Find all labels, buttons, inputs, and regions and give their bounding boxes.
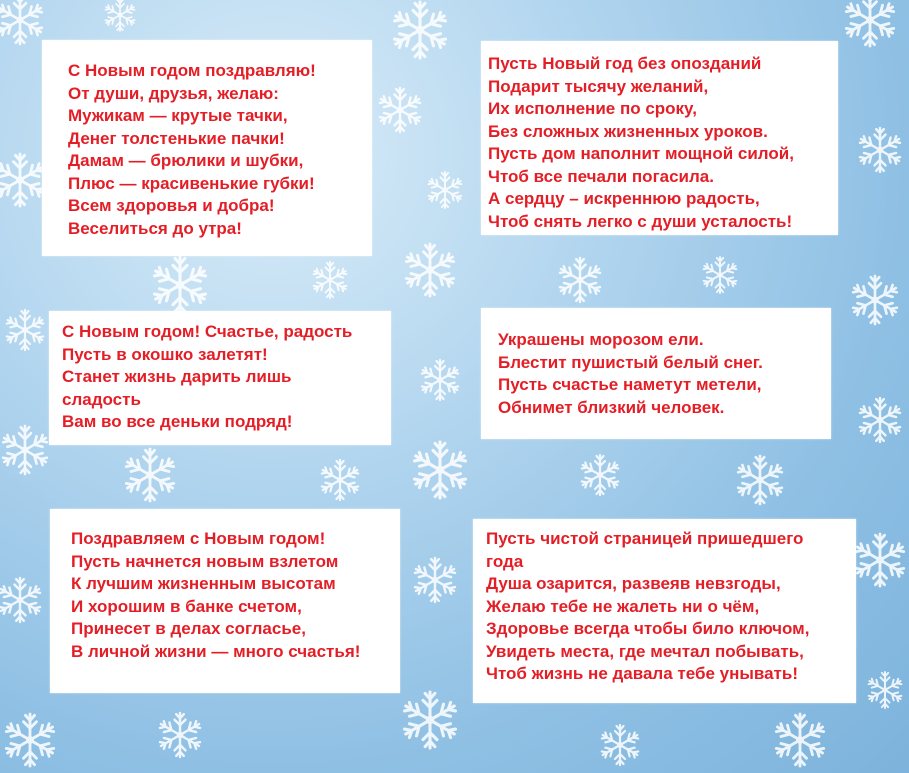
poem-line: сладость bbox=[62, 389, 141, 409]
poem-line: Увидеть места, где мечтал побывать, bbox=[486, 641, 804, 661]
poem-5 bbox=[50, 509, 400, 663]
poem-line: Здоровье всегда чтобы било ключом, bbox=[486, 619, 810, 638]
poem-line: От души, друзья, желаю: bbox=[68, 83, 279, 103]
poem-line: К лучшим жизненным высотам bbox=[71, 574, 336, 593]
poem-line: А сердцу – искреннюю радость, bbox=[488, 189, 760, 208]
poem-line: Подарит тысячу желаний, bbox=[488, 76, 709, 96]
poem-line: В личной жизни — много счастья! bbox=[71, 641, 361, 661]
poem-card-4 bbox=[481, 308, 831, 439]
poem-card-3 bbox=[49, 311, 391, 445]
poem-card-2 bbox=[481, 41, 838, 235]
poem-line: года bbox=[486, 551, 524, 571]
poem-line: Душа озарится, развеяв невзгоды, bbox=[486, 574, 781, 593]
poem-line: Пусть Новый год без опозданий bbox=[488, 54, 762, 73]
poem-line: Чтоб жизнь не давала тебе унывать! bbox=[486, 664, 798, 683]
poem-line: Пусть дом наполнит мощной силой, bbox=[488, 144, 794, 163]
poem-line: Пусть чистой страницей пришедшего bbox=[486, 529, 804, 548]
poem-line: Пусть счастье наметут метели, bbox=[498, 375, 762, 394]
poem-2 bbox=[481, 41, 838, 233]
poem-line: Чтоб все печали погасила. bbox=[488, 166, 714, 186]
poem-line: Желаю тебе не жалеть ни о чём, bbox=[486, 596, 760, 616]
poem-card-5 bbox=[50, 509, 400, 693]
poem-line: Всем здоровья и добра! bbox=[68, 196, 275, 215]
poem-line: Украшены морозом ели. bbox=[498, 330, 704, 349]
poem-line: Обнимет близкий человек. bbox=[498, 397, 725, 417]
poem-line: Чтоб снять легко с души усталость! bbox=[488, 211, 793, 231]
poem-line: И хорошим в банке счетом, bbox=[71, 596, 302, 616]
poem-line: С Новым годом! Счастье, радость bbox=[62, 322, 353, 341]
poem-line: Поздравляем с Новым годом! bbox=[71, 529, 326, 548]
poem-line: Вам во все деньки подряд! bbox=[62, 412, 293, 431]
poem-card-1 bbox=[42, 40, 372, 256]
poem-line: Принесет в делах согласье, bbox=[71, 619, 306, 638]
poem-line: Денег толстенькие пачки! bbox=[68, 128, 285, 148]
poem-line: Без сложных жизненных уроков. bbox=[488, 121, 768, 141]
poem-line: Плюс — красивенькие губки! bbox=[68, 173, 315, 193]
poem-4 bbox=[481, 308, 831, 419]
poem-card-6 bbox=[473, 519, 856, 703]
poem-6 bbox=[473, 519, 856, 686]
poem-line: Дамам — брюлики и шубки, bbox=[68, 151, 304, 170]
poem-line: Их исполнение по сроку, bbox=[488, 99, 697, 118]
poem-line: Станет жизнь дарить лишь bbox=[62, 367, 292, 386]
poem-line: С Новым годом поздравляю! bbox=[68, 61, 316, 80]
poem-3 bbox=[49, 311, 391, 434]
poem-line: Блестит пушистый белый снег. bbox=[498, 352, 763, 372]
poem-line: Веселиться до утра! bbox=[68, 218, 242, 238]
poem-line: Мужикам — крутые тачки, bbox=[68, 106, 288, 125]
poem-line: Пусть начнется новым взлетом bbox=[71, 551, 339, 571]
poem-1 bbox=[42, 40, 372, 240]
poem-line: Пусть в окошко залетят! bbox=[62, 344, 268, 364]
